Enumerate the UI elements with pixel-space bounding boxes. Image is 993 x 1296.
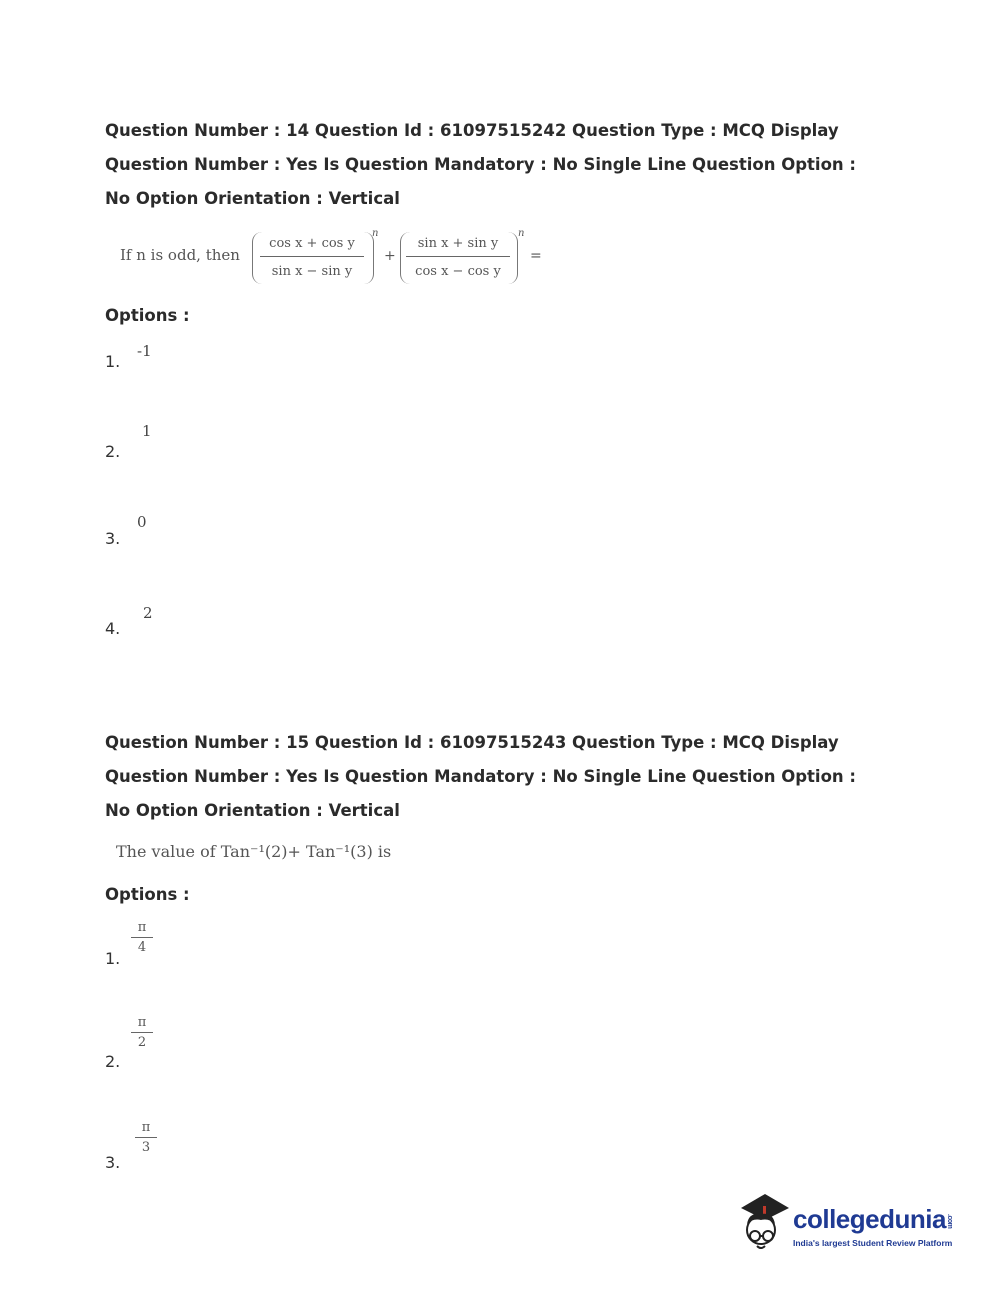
- equals-sign: =: [530, 248, 542, 264]
- q14-option-2-value: 1: [142, 422, 152, 440]
- q15-option-2-number[interactable]: 2.: [105, 1052, 121, 1071]
- q15-option-2-fraction: [131, 1015, 153, 1050]
- q15-option-1-bar: [131, 937, 153, 938]
- q14-option-3-number[interactable]: 3.: [105, 529, 121, 548]
- fraction-1-denominator: sin x − sin y: [271, 264, 353, 279]
- q15-option-2-numerator: π: [137, 1015, 147, 1030]
- q14-option-1-number[interactable]: 1.: [105, 352, 121, 371]
- q14-option-4-value: 2: [143, 604, 153, 622]
- q14-option-2-number[interactable]: 2.: [105, 442, 121, 461]
- mascot-icon: [735, 1190, 795, 1260]
- question-15-header: Question Number : 15 Question Id : 61097515243 Question Type : MCQ Display Question Number : Yes Is Question Mandatory : No Single Line Question Option : No Option Orientation : Vertical: [105, 733, 857, 820]
- q15-option-1-denominator: 4: [137, 940, 147, 955]
- exponent-2: n: [518, 228, 525, 239]
- q15-option-1-number[interactable]: 1.: [105, 949, 121, 968]
- q15-option-2-denominator: 2: [137, 1035, 147, 1050]
- q15-option-3-number[interactable]: 3.: [105, 1153, 121, 1172]
- fraction-2-denominator: cos x − cos y: [415, 264, 501, 279]
- collegedunia-logo[interactable]: [735, 1190, 965, 1260]
- q15-option-3-bar: [135, 1137, 157, 1138]
- q15-option-3-fraction: [135, 1120, 157, 1155]
- q15-option-1-fraction: [131, 920, 153, 955]
- question-14-prefix: If n is odd, then: [120, 246, 240, 264]
- logo-name: collegedunia: [793, 1204, 946, 1234]
- q14-option-4-number[interactable]: 4.: [105, 619, 121, 638]
- fraction-1-bar: [260, 256, 364, 257]
- question-14-header: Question Number : 14 Question Id : 61097515242 Question Type : MCQ Display Question Number : Yes Is Question Mandatory : No Single Line Question Option : No Option Orientation : Vertical: [105, 121, 857, 208]
- exponent-1: n: [372, 228, 379, 239]
- logo-wordmark: [793, 1204, 953, 1235]
- fraction-2-bar: [406, 256, 510, 257]
- logo-suffix: .com: [945, 1213, 953, 1228]
- fraction-2-numerator: sin x + sin y: [417, 236, 499, 251]
- question-15-text: The value of Tan⁻¹(2)+ Tan⁻¹(3) is: [116, 842, 392, 861]
- q15-option-1-numerator: π: [137, 920, 147, 935]
- question-15-options-label: Options :: [105, 885, 190, 904]
- q15-option-3-denominator: 3: [141, 1140, 151, 1155]
- q14-option-1-value: -1: [137, 342, 152, 360]
- question-14-options-label: Options :: [105, 306, 190, 325]
- q14-option-3-value: 0: [137, 513, 147, 531]
- logo-tagline: India's largest Student Review Platform: [793, 1238, 953, 1248]
- fraction-1-numerator: cos x + cos y: [269, 236, 355, 251]
- question-14-text: [120, 228, 560, 288]
- q15-option-2-bar: [131, 1032, 153, 1033]
- q15-option-3-numerator: π: [141, 1120, 151, 1135]
- plus-sign: +: [384, 248, 396, 264]
